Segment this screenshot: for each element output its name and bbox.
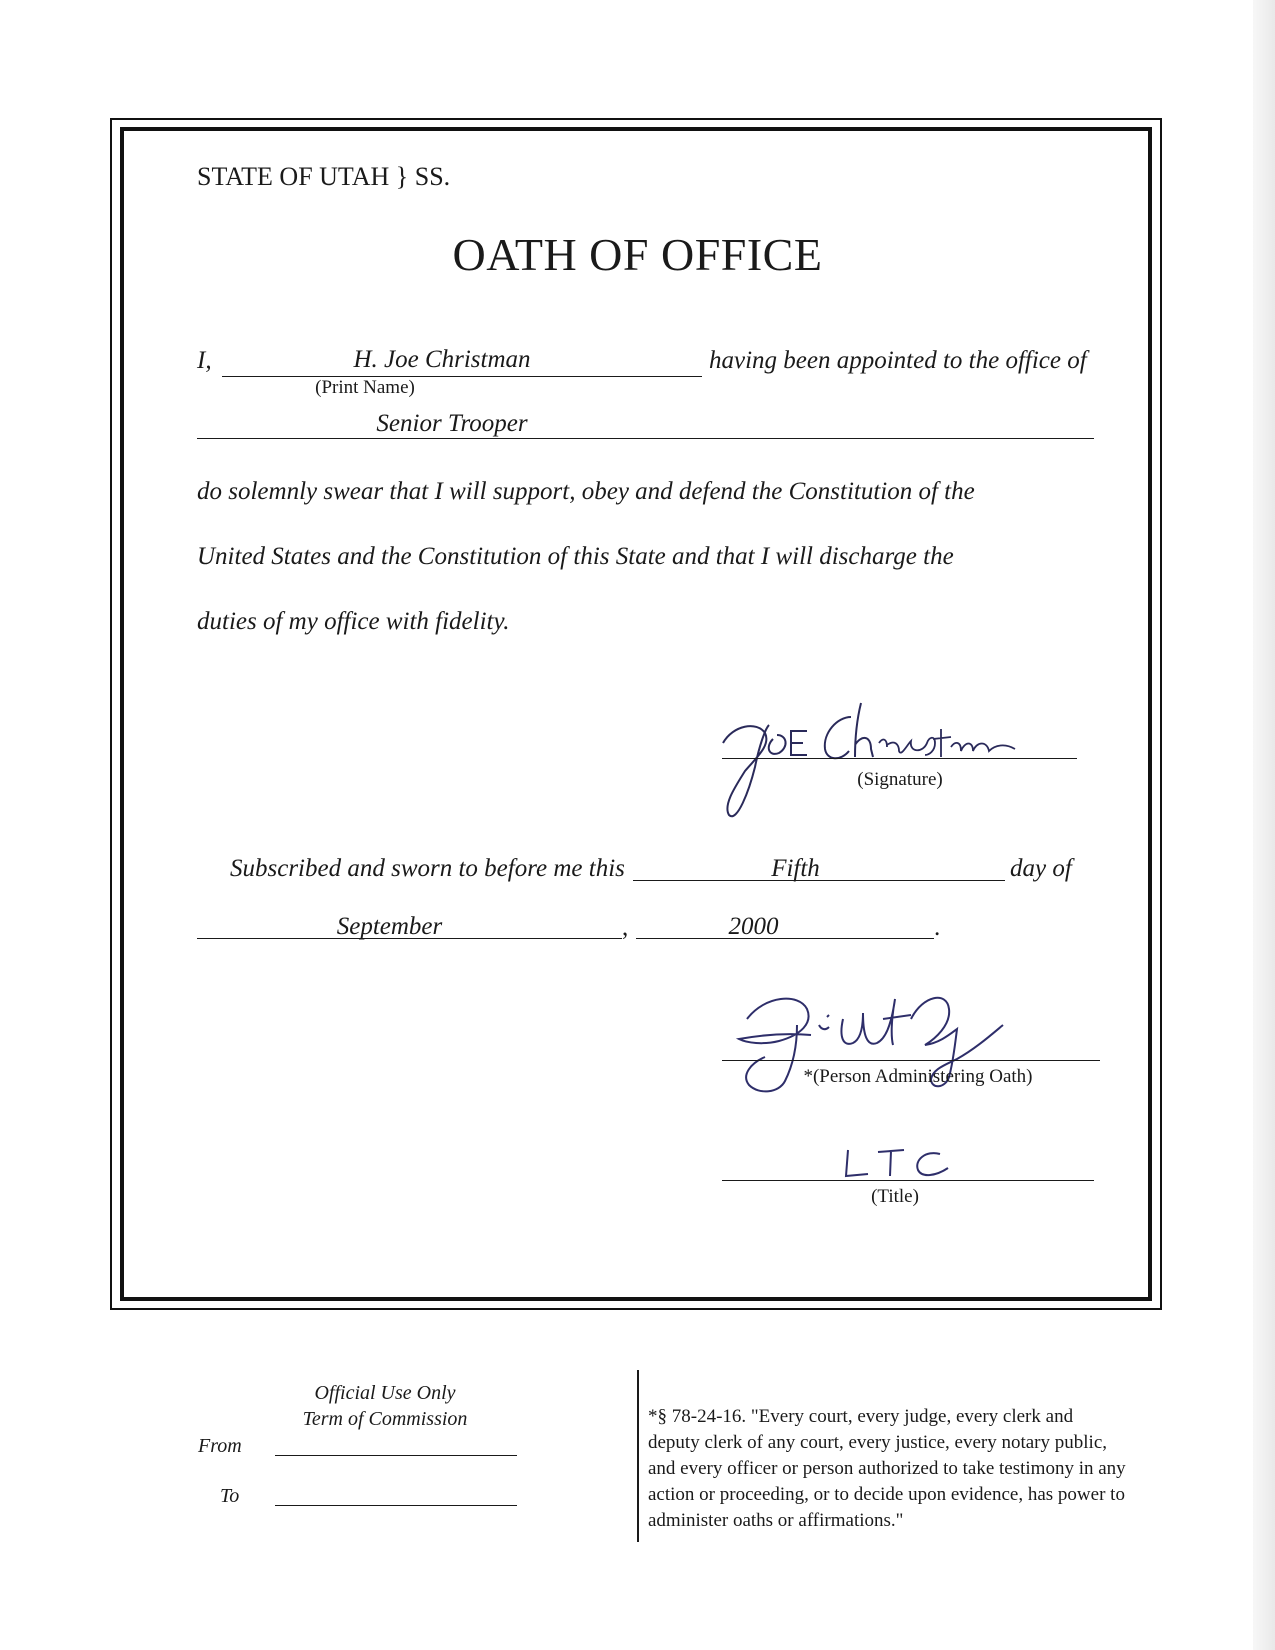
month-comma: ,: [622, 914, 629, 941]
statute-footnote: *§ 78-24-16. "Every court, every judge, every clerk and deputy clerk of any court, every justice, every notary public, and every officer or person authorized to take testimony in any action or proceeding, or to decide upon evidence, has power to administer oaths or affirmations.": [648, 1406, 1126, 1531]
footer-divider: [637, 1370, 639, 1542]
title-caption: (Title): [871, 1186, 919, 1207]
oath-taker-signature: [715, 695, 1035, 825]
title-handwriting: [840, 1146, 960, 1180]
office-line: [197, 438, 1094, 439]
administrator-signature-line: [722, 1060, 1100, 1061]
signature-caption: (Signature): [857, 769, 943, 790]
year-period: .: [934, 914, 941, 941]
office-value: Senior Trooper: [376, 410, 528, 437]
official-use-heading: Official Use Only: [314, 1382, 456, 1404]
from-label: From: [198, 1435, 242, 1457]
month-value: September: [336, 913, 443, 940]
subscribed-text: Subscribed and sworn to before me this: [230, 855, 625, 882]
to-line: [275, 1505, 517, 1506]
oath-text-line-1: do solemnly swear that I will support, obey and defend the Constitution of the: [197, 478, 975, 505]
term-of-commission-heading: Term of Commission: [302, 1408, 468, 1430]
to-label: To: [220, 1485, 240, 1507]
document-title: OATH OF OFFICE: [452, 229, 823, 280]
signature-line: [722, 758, 1077, 759]
oath-prefix: I,: [197, 347, 212, 374]
print-name-value: H. Joe Christman: [353, 346, 531, 373]
day-of-text: day of: [1010, 855, 1072, 882]
print-name-caption: (Print Name): [315, 377, 415, 398]
title-line: [722, 1180, 1094, 1181]
oath-text-line-2: United States and the Constitution of this State and that I will discharge the: [197, 543, 954, 570]
from-line: [275, 1455, 517, 1456]
oath-text-line-3: duties of my office with fidelity.: [197, 608, 510, 635]
day-value: Fifth: [771, 855, 820, 882]
administrator-caption: *(Person Administering Oath): [803, 1066, 1033, 1087]
year-value: 2000: [728, 913, 779, 940]
venue-line: STATE OF UTAH } SS.: [197, 162, 451, 191]
appointed-text: having been appointed to the office of: [709, 347, 1087, 374]
